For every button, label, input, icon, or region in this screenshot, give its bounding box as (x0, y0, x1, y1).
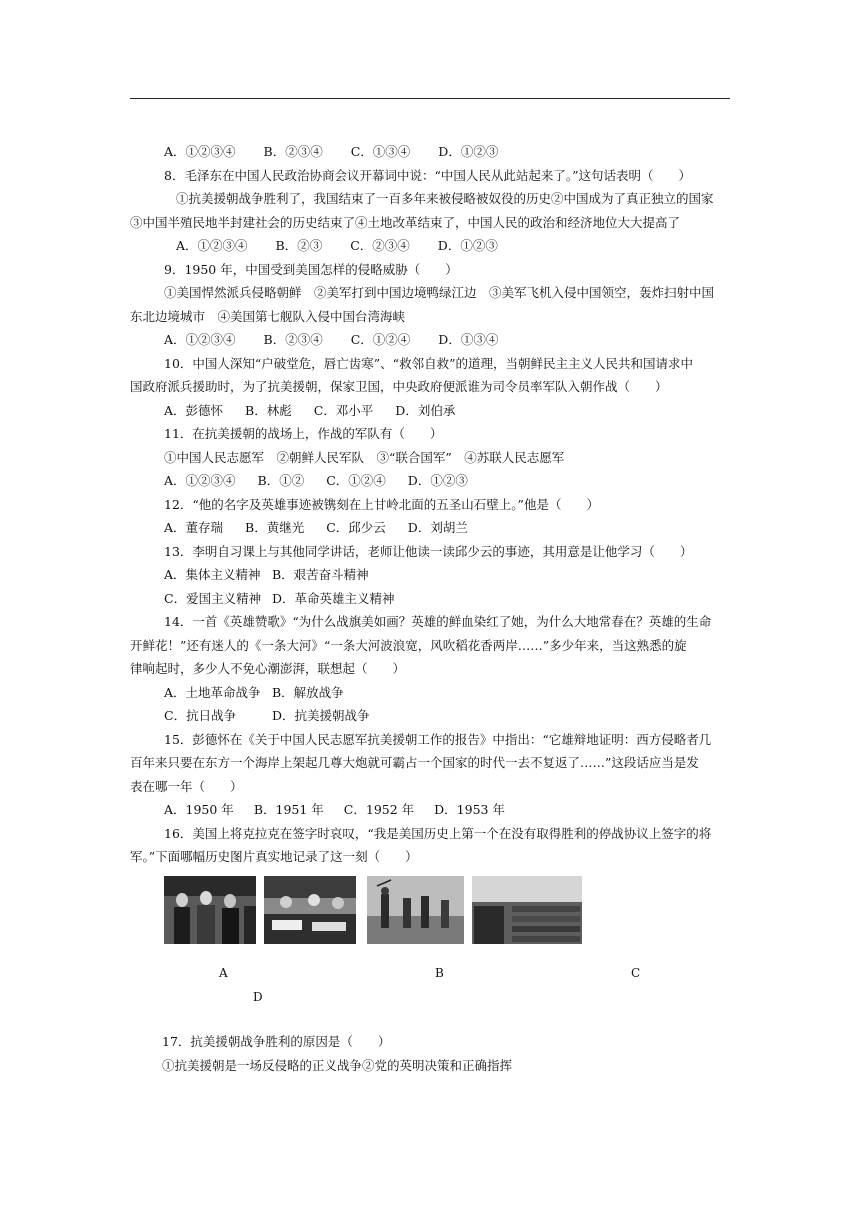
q8-text: ③中国半殖民地半封建社会的历史结束了④土地改革结束了，中国人民的政治和经济地位大大提高了 (130, 214, 681, 230)
option: A．1950 年 (164, 802, 234, 817)
option: D．抗美援朝战争 (272, 708, 370, 723)
option: B．黄继光 (245, 520, 305, 535)
option: D．刘胡兰 (407, 520, 468, 535)
q15-stem: 表在哪一年（ ） (130, 778, 243, 794)
option: C．1952 年 (343, 802, 415, 817)
option: D．刘伯承 (395, 402, 456, 418)
option: C．爱国主义精神 (164, 590, 262, 606)
option: B．解放战争 (272, 684, 344, 700)
q14-stem: 开鲜花！”还有迷人的《一条大河》“一条大河波浪宽，风吹稻花香两岸……”多少年来，当这熟悉的旋 (130, 637, 687, 653)
photo-a (164, 876, 256, 944)
q14-options-row (130, 704, 730, 728)
q9-text: 东北边境城市 ④美国第七舰队入侵中国台湾海峡 (130, 308, 406, 324)
q9-stem: 9．1950 年，中国受到美国怎样的侵略威胁（ ） (164, 261, 458, 277)
option: C．抗日战争 (164, 708, 237, 723)
q15-stem: 15．彭德怀在《关于中国人民志愿军抗美援朝工作的报告》中指出：“它雄辩地证明：西方侵略者几 (164, 731, 712, 747)
q14-stem: 律响起时，多少人不免心潮澎湃，联想起（ ） (130, 661, 406, 676)
option: B．②③④ (263, 332, 323, 347)
option: D．革命英雄主义精神 (272, 590, 395, 606)
q15-stem: 百年来只要在东方一个海岸上架起几尊大炮就可霸占一个国家的时代一去不复返了……”这段话应当是发 (130, 755, 699, 770)
q12-options (130, 516, 730, 540)
q9-text: ①美国悍然派兵侵略朝鲜 ②美军打到中国边境鸭绿江边 ③美军飞机入侵中国领空，轰炸扫射中国 (164, 285, 715, 300)
q12-stem: 12．“他的名字及英雄事迹被镌刻在上甘岭北面的五圣山石壁上。”他是（ ） (164, 496, 599, 512)
q8-options (130, 234, 730, 258)
q11-text: ①中国人民志愿军 ②朝鲜人民军队 ③“联合国军” ④苏联人民志愿军 (164, 449, 565, 465)
option: B．①② (257, 473, 305, 488)
option: A．①②③④ (164, 144, 236, 159)
option: A．土地革命战争 (164, 684, 261, 700)
q17 (162, 1030, 512, 1077)
q10-stem: 10．中国人深知“户破堂危，唇亡齿寒”、“救邻自救”的道理，当朝鲜民主主义人民共和国请求中 (164, 355, 693, 371)
q8-stem: 8．毛泽东在中国人民政治协商会议开幕词中说：“中国人民从此站起来了。”这句话表明（ ） (164, 167, 691, 183)
q13-options-row (130, 563, 730, 587)
photo-label-c: C (631, 966, 641, 980)
option: C．①②④ (350, 332, 411, 347)
photo-c (367, 876, 464, 944)
photo-label-d: D (253, 990, 263, 1004)
option: C．①③④ (350, 144, 411, 159)
q10-options (130, 399, 730, 423)
q8-text: ①抗美援朝战争胜利了，我国结束了一百多年来被侵略被奴役的历史②中国成为了真正独立的国家 (176, 191, 714, 206)
option: A．①②③④ (164, 473, 236, 488)
option: C．邱少云 (326, 520, 386, 535)
q9-options (130, 328, 730, 352)
option: D．①③④ (438, 332, 499, 347)
q16-photo-strip (164, 876, 594, 946)
option: D．①②③ (407, 473, 468, 488)
q14-stem: 14．一首《英雄赞歌》“为什么战旗美如画？英雄的鲜血染红了她，为什么大地常春在？英雄的生命 (164, 614, 712, 629)
option: A．集体主义精神 (164, 567, 261, 582)
q13-stem: 13．李明自习课上与其他同学讲话，老师让他读一读邱少云的事迹，其用意是让他学习（ ） (164, 543, 693, 559)
option: D．①②③ (437, 238, 498, 253)
photo-label-b: B (435, 966, 444, 980)
option: B．艰苦奋斗精神 (272, 567, 369, 582)
q10-stem: 国政府派兵援助时，为了抗美援朝，保家卫国，中央政府便派谁为司令员率军队入朝作战（ ） (130, 379, 668, 394)
q7-options (130, 140, 730, 164)
option: B．②③④ (263, 144, 323, 159)
q16-stem: 16．美国上将克拉克在签字时哀叹，“我是美国历史上第一个在没有取得胜利的停战协议上签字的将 (164, 825, 712, 841)
q16-stem: 军。”下面哪幅历史图片真实地记录了这一刻（ ） (130, 849, 418, 864)
option: B．②③ (275, 238, 323, 253)
option: C．②③④ (350, 238, 410, 253)
q17-stem: 17．抗美援朝战争胜利的原因是（ ） (162, 1034, 391, 1049)
option: A．①②③④ (176, 238, 248, 253)
q14-options-row (130, 681, 730, 705)
q11-options (130, 469, 730, 493)
q13-options-row (130, 587, 730, 611)
option: A．①②③④ (164, 332, 236, 347)
option: C．①②④ (326, 473, 386, 488)
q17-text: ①抗美援朝是一场反侵略的正义战争②党的英明决策和正确指挥 (162, 1057, 513, 1073)
question-list (130, 140, 730, 869)
option: A．彭德怀 (164, 402, 224, 418)
option: A．董存瑞 (164, 520, 224, 535)
option: C．邓小平 (313, 402, 374, 418)
photo-b (264, 876, 356, 944)
photo-label-a: A (219, 966, 228, 980)
option: B．1951 年 (253, 802, 324, 817)
q15-options (130, 798, 730, 822)
q11-stem: 11．在抗美援朝的战场上，作战的军队有（ ） (164, 426, 443, 441)
option: D．1953 年 (434, 802, 505, 817)
option: D．①②③ (438, 144, 499, 159)
header-rule (130, 98, 730, 99)
option: B．林彪 (245, 402, 292, 418)
photo-d (472, 876, 582, 944)
